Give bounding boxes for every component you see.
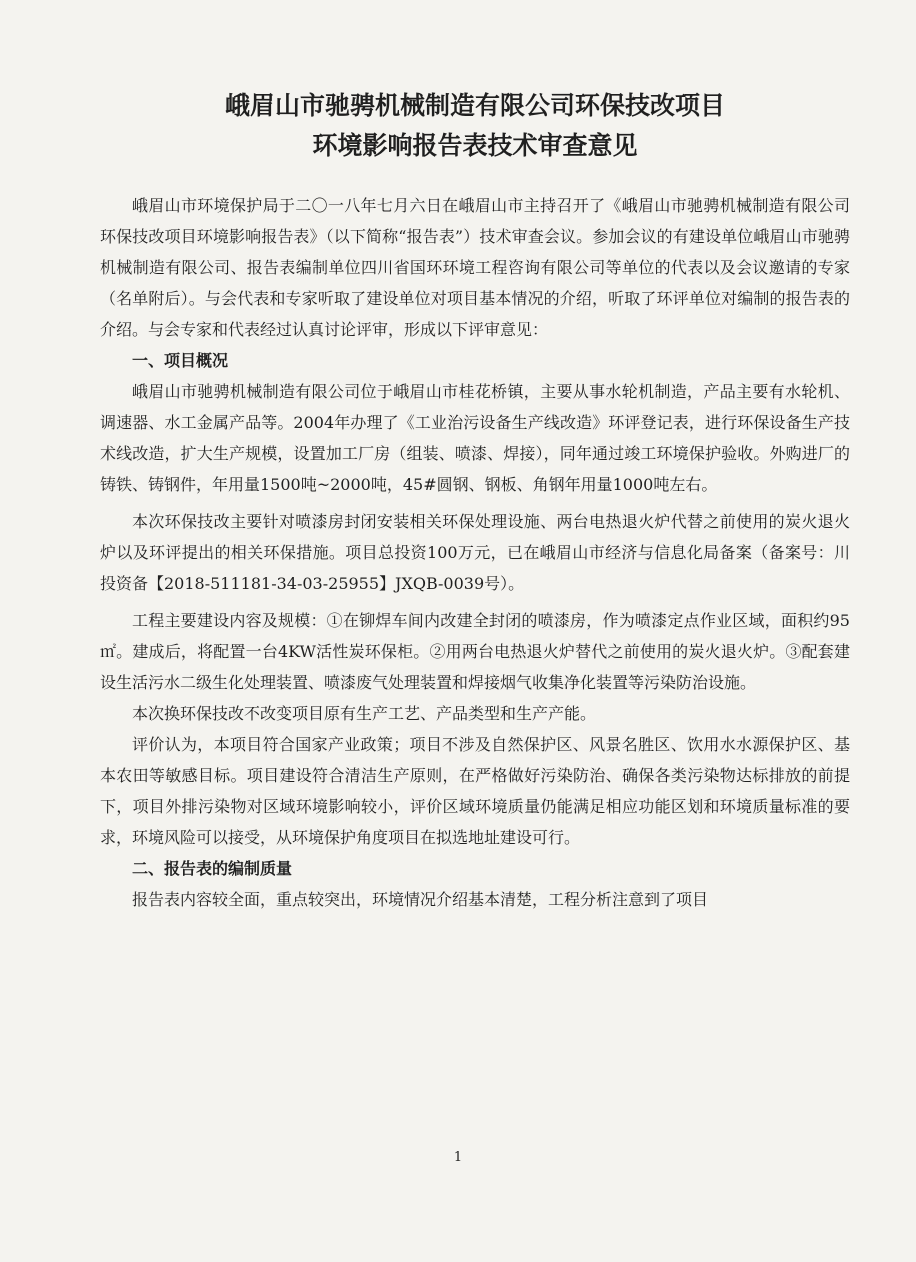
section-2-paragraph-1: 报告表内容较全面，重点较突出，环境情况介绍基本清楚，工程分析注意到了项目 (132, 890, 709, 909)
document-body (100, 190, 850, 915)
title-line-2: 环境影响报告表技术审查意见 (312, 131, 638, 160)
section-1-paragraph-2: 本次环保技改主要针对喷漆房封闭安装相关环保处理设施、两台电热退火炉代替之前使用的炭火退火炉以及环评提出的相关环保措施。项目总投资100万元，已在峨眉山市经济与信息化局备案（备案号：川投资备【2018-511181-34-03-25955】JXQB-0039号）。 (100, 512, 850, 593)
document-title (100, 86, 850, 166)
section-1-paragraph-1: 峨眉山市驰骋机械制造有限公司位于峨眉山市桂花桥镇，主要从事水轮机制造，产品主要有水轮机、调速器、水工金属产品等。2004年办理了《工业治污设备生产线改造》环评登记表，进行环保设备生产技术线改造，扩大生产规模，设置加工厂房（组装、喷漆、焊接），同年通过竣工环境保护验收。外购进厂的铸铁、铸钢件，年用量1500吨~2000吨，45#圆钢、钢板、角钢年用量1000吨左右。 (100, 382, 850, 494)
page-number: 1 (453, 1150, 463, 1165)
section-1-paragraph-4: 本次换环保技改不改变项目原有生产工艺、产品类型和生产产能。 (132, 704, 597, 723)
section-2-heading: 二、报告表的编制质量 (132, 859, 293, 878)
section-1-heading: 一、项目概况 (132, 351, 229, 370)
section-1-paragraph-5: 评价认为，本项目符合国家产业政策；项目不涉及自然保护区、风景名胜区、饮用水水源保护区、基本农田等敏感目标。项目建设符合清洁生产原则，在严格做好污染防治、确保各类污染物达标排放的前提下，项目外排污染物对区域环境影响较小，评价区域环境质量仍能满足相应功能区划和环境质量标准的要求，环境风险可以接受，从环境保护角度项目在拟选地址建设可行。 (100, 735, 850, 847)
intro-paragraph: 峨眉山市环境保护局于二〇一八年七月六日在峨眉山市主持召开了《峨眉山市驰骋机械制造有限公司环保技改项目环境影响报告表》（以下简称“报告表”）技术审查会议。参加会议的有建设单位峨眉山市驰骋机械制造有限公司、报告表编制单位四川省国环环境工程咨询有限公司等单位的代表以及会议邀请的专家（名单附后）。与会代表和专家听取了建设单位对项目基本情况的介绍，听取了环评单位对编制的报告表的介绍。与会专家和代表经过认真讨论评审，形成以下评审意见： (100, 196, 850, 339)
section-1-paragraph-3: 工程主要建设内容及规模：①在铆焊车间内改建全封闭的喷漆房，作为喷漆定点作业区域，面积约95㎡。建成后，将配置一台4KW活性炭环保柜。②用两台电热退火炉替代之前使用的炭火退火炉。③配套建设生活污水二级生化处理装置、喷漆废气处理装置和焊接烟气收集净化装置等污染防治设施。 (100, 611, 850, 692)
title-line-1: 峨眉山市驰骋机械制造有限公司环保技改项目 (224, 91, 725, 120)
